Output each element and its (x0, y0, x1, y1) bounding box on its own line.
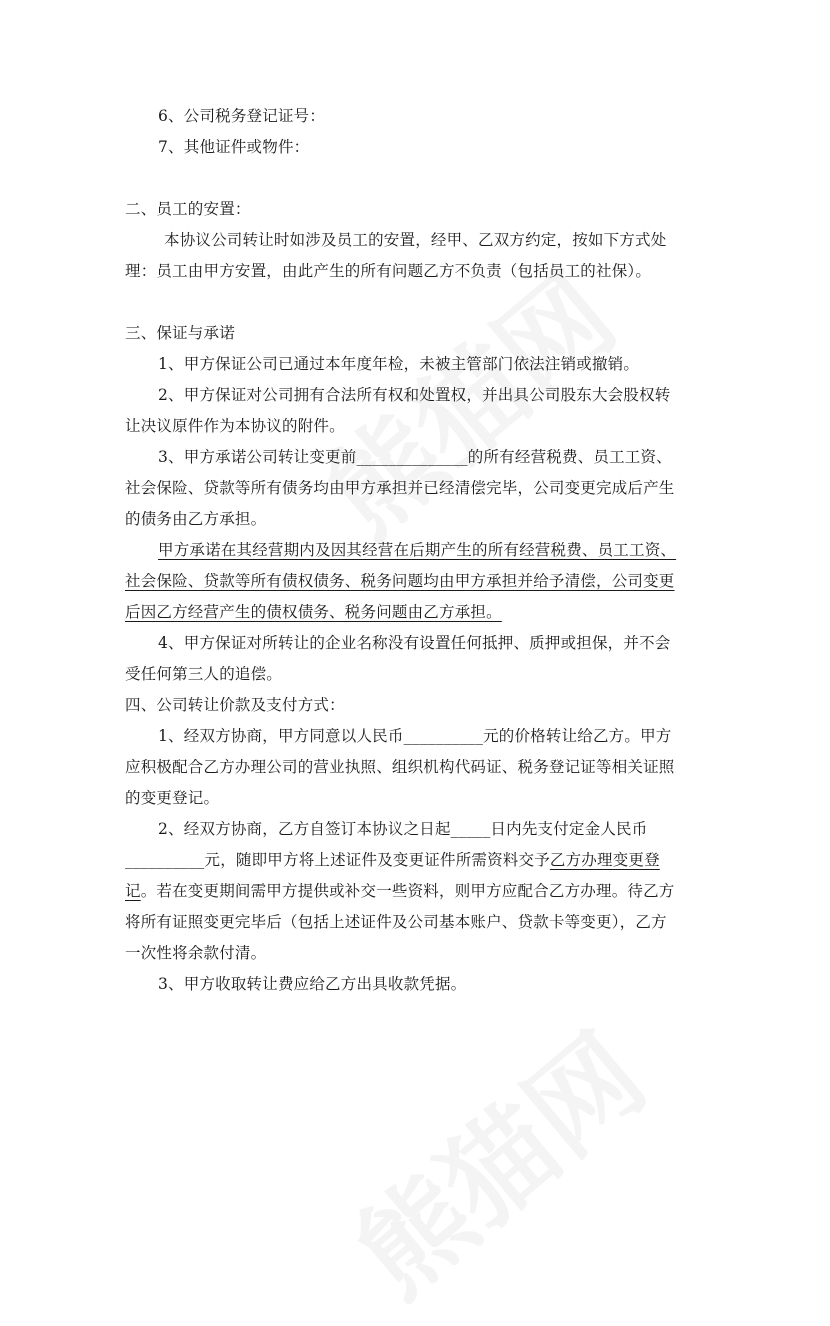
section2-para-line: 理：员工由甲方安置，由此产生的所有问题乙方不负责（包括员工的社保）。 (125, 262, 652, 280)
section3-item1: 1、甲方保证公司已通过本年度年检，未被主管部门依法注销或撤销。 (158, 355, 640, 373)
section4-item2-line: 将所有证照变更完毕后（包括上述证件及公司基本账户、贷款卡等变更），乙方 (125, 913, 667, 931)
section4-item1-line: 应积极配合乙方办理公司的营业执照、组织机构代码证、税务登记证等相关证照 (125, 758, 675, 776)
section3-item3-line: 3、甲方承诺公司转让变更前______________的所有经营税费、员工工资、 (158, 448, 672, 466)
section3-underlined-line: 后因乙方经营产生的债权债务、税务问题由乙方承担。 (125, 603, 502, 621)
section4-item1-line: 的变更登记。 (125, 789, 220, 807)
item-other-documents: 7、其他证件或物件： (158, 138, 310, 156)
document-body (125, 101, 715, 1000)
section4-item2-text: __________元，随即甲方将上述证件及变更证件所需资料交予 (125, 851, 550, 869)
section2-para-line: 本协议公司转让时如涉及员工的安置，经甲、乙双方约定，按如下方式处 (164, 231, 667, 249)
section3-underlined-line: 社会保险、贷款等所有债权债务、税务问题均由甲方承担并给予清偿，公司变更 (125, 572, 675, 590)
section4-item2-underlined-cont: 记 (125, 882, 141, 900)
section3-item2-line: 让决议原件作为本协议的附件。 (125, 417, 345, 435)
section3-item3-line: 社会保险、贷款等所有债务均由甲方承担并已经清偿完毕，公司变更完成后产生 (125, 479, 675, 497)
section3-item2-line: 2、甲方保证对公司拥有合法所有权和处置权，并出具公司股东大会股权转 (158, 386, 671, 404)
section3-underlined-line: 甲方承诺在其经营期内及因其经营在后期产生的所有经营税费、员工工资、 (158, 541, 677, 559)
section3-item4-line: 受任何第三人的追偿。 (125, 665, 283, 683)
section4-heading: 四、公司转让价款及支付方式： (125, 696, 345, 714)
section4-item2-line (125, 845, 715, 876)
item-tax-registration: 6、公司税务登记证号： (158, 107, 326, 125)
section4-item2-line: 一次性将余款付清。 (125, 944, 267, 962)
section4-item2-underlined: 乙方办理变更登 (549, 851, 660, 869)
section4-item3: 3、甲方收取转让费应给乙方出具收款凭据。 (158, 975, 467, 993)
section3-heading: 三、保证与承诺 (125, 324, 235, 342)
section4-item2-text-cont: 。若在变更期间需甲方提供或补交一些资料，则甲方应配合乙方办理。待乙方 (140, 882, 675, 900)
section4-item2-line (125, 876, 715, 907)
section2-heading: 二、员工的安置： (125, 200, 251, 218)
watermark-bottom (318, 992, 672, 1325)
section4-item2-line: 2、经双方协商，乙方自签订本协议之日起_____日内先支付定金人民币 (158, 820, 648, 838)
section3-item4-line: 4、甲方保证对所转让的企业名称没有设置任何抵押、质押或担保，并不会 (158, 634, 671, 652)
section4-item1-line: 1、经双方协商，甲方同意以人民币__________元的价格转让给乙方。甲方 (158, 727, 672, 745)
section3-item3-line: 的债务由乙方承担。 (125, 510, 267, 528)
